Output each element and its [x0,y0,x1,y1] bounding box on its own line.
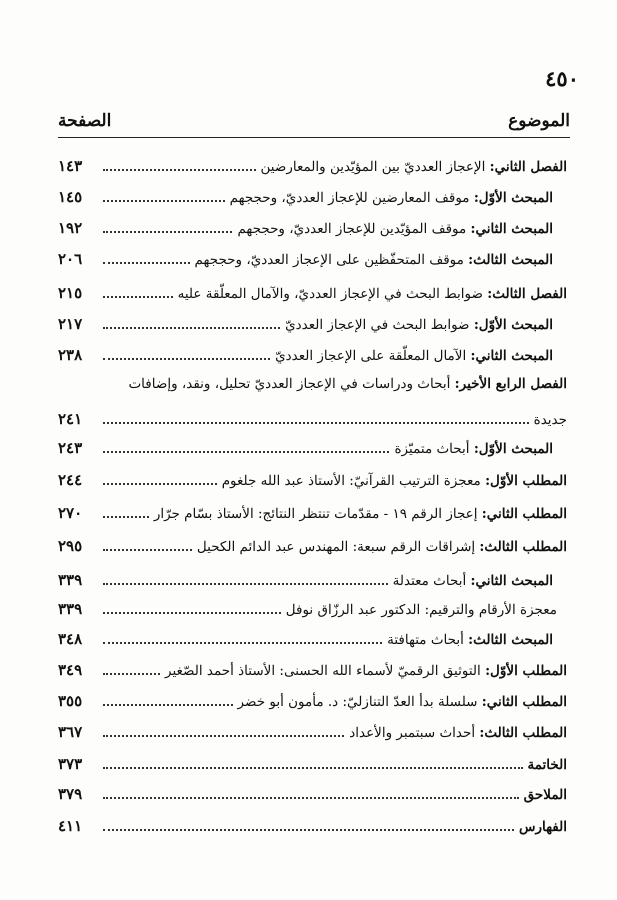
toc-page-number: ٢٤١ [58,410,83,428]
toc-entry-text: ضوابط البحث في الإعجاز العدديّ [285,317,474,333]
toc-entry[interactable] [58,178,553,206]
dot-leader [103,703,233,706]
toc-entry-heading: الفصل الرابع الأخير: [454,376,567,392]
toc-entry-title [285,317,553,333]
toc-entry-title [387,632,553,648]
toc-entry-title [286,602,557,618]
topic-column-label: الموضوع [508,111,570,131]
toc-entry-title [393,573,553,589]
toc-entry-heading: المطلب الثاني: [481,694,567,710]
toc-entry-text: موقف المعارضين للإعجاز العدديّ، وحججهم [229,190,474,206]
toc-page-number: ٢٠٦ [58,250,83,268]
toc-page-number: ٣٧٩ [58,785,83,803]
toc-entry-title [178,286,567,302]
toc-entry-heading: المبحث الثاني: [470,573,553,589]
toc-page-number: ٣٣٩ [58,600,83,618]
toc-entry[interactable] [58,561,553,589]
dot-leader [103,261,190,264]
dot-leader [103,450,389,453]
toc-entry-heading: الفصل الثاني: [489,159,567,175]
toc-entry[interactable] [58,240,553,268]
toc-page-number: ٢٣٨ [58,346,83,364]
toc-entry[interactable] [58,429,553,457]
toc-entry[interactable] [58,400,567,428]
toc-entry-heading: المبحث الثالث: [468,632,553,648]
toc-entry-text: جديدة [533,412,567,428]
toc-entry[interactable] [58,274,567,302]
toc-entry-title [524,787,567,803]
toc-entry-text: ضوابط البحث في الإعجاز العدديّ، والآمال المعلّقة عليه [177,286,488,302]
toc-entry-title [154,506,567,522]
dot-leader [103,199,225,202]
page-number: ٤٥٠ [545,66,579,91]
toc-page-number: ٣٧٣ [58,755,83,773]
toc-entry-text: معجزة الترتيب القرآنيّ: الأستاذ عبد الله جلغوم [221,473,486,489]
toc-entry-title [519,819,567,835]
toc-page-number: ٣٣٩ [58,571,83,589]
dot-leader [103,482,217,485]
toc-entry[interactable] [58,305,553,333]
toc-entry-title [197,539,567,555]
dot-leader [103,611,281,614]
dot-leader [103,672,160,675]
toc-entry-title [349,725,567,741]
toc-entry[interactable] [58,807,567,835]
toc-entry[interactable] [58,527,567,555]
toc-entry[interactable] [58,461,567,489]
toc-entry[interactable] [58,620,553,648]
toc-page-number: ٣٥٥ [58,692,83,710]
dot-leader [103,295,173,298]
toc-entry-title [261,159,568,175]
dot-leader [103,515,149,518]
dot-leader [103,548,192,551]
toc-entry[interactable] [58,147,567,175]
toc-entry-title [275,348,553,364]
toc-entry-text: أبحاث معتدلة [392,573,471,589]
toc-entry-heading: الخاتمة [527,757,567,773]
toc-entry-text: موقف المؤيّدين للإعجاز العدديّ، وحججهم [237,221,471,237]
dot-leader [103,796,519,799]
toc-entry-text: سلسلة بدأ العدّ التنازليّ: د. مأمون أبو خضر [237,694,482,710]
toc-entry-text: موقف المتحفّظين على الإعجاز العدديّ، وحججهم [194,252,469,268]
dot-leader [103,828,514,831]
toc-page-number: ١٤٣ [58,157,83,175]
toc-entry-title [394,441,553,457]
toc-entry-heading: المبحث الأوّل: [473,441,553,457]
toc-entry-title [165,663,567,679]
dot-leader [103,326,280,329]
toc-entry-text: إشراقات الرقم سبعة: المهندس عبد الدائم الكحيل [196,539,480,555]
toc-entry-heading: الملاحق [523,787,567,803]
toc-page-number: ٢١٧ [58,315,83,333]
toc-entry-heading: المطلب الثاني: [481,506,567,522]
toc-entry[interactable] [58,745,567,773]
toc-entry-heading: المطلب الأوّل: [485,473,567,489]
toc-page-number: ١٩٢ [58,219,83,237]
toc-page-number: ٢٤٣ [58,439,83,457]
toc-entry-title [230,190,553,206]
page-column-label: الصفحة [58,111,112,131]
toc-page-number: ٣٦٧ [58,723,83,741]
dot-leader [103,421,529,424]
toc-entry[interactable] [58,713,567,741]
toc-entry-text: أبحاث ودراسات في الإعجاز العدديّ تحليل، ونقد، وإضافات [128,376,455,392]
toc-entry-heading: الفصل الثالث: [487,286,567,302]
dot-leader [103,766,523,769]
dot-leader [103,230,232,233]
toc-entry-heading: المبحث الثاني: [470,221,553,237]
toc-page-number: ٣٤٨ [58,630,83,648]
toc-entry-title [534,412,567,428]
toc-page-number: ٤١١ [58,817,83,835]
toc-entry-heading: المبحث الثاني: [470,348,553,364]
toc-page-number: ٢٩٥ [58,537,83,555]
toc-entry-heading: المبحث الأوّل: [473,190,553,206]
toc-entry[interactable] [58,590,557,618]
toc-entry-text: الإعجاز العدديّ بين المؤيّدين والمعارضين [260,159,490,175]
toc-entry-text: معجزة الأرقام والترقيم: الدكتور عبد الرزّاق نوفل [285,602,557,618]
dot-leader [103,168,256,171]
toc-entry-heading: المطلب الثالث: [479,539,567,555]
toc-entry-text: التوثيق الرقميّ لأسماء الله الحسنى: الأستاذ أحمد الصّغير [165,663,486,679]
toc-entry-title [128,376,567,392]
toc-entry[interactable] [58,364,567,392]
toc-entry-heading: المبحث الأوّل: [473,317,553,333]
dot-leader [103,357,270,360]
dot-leader [103,641,382,644]
toc-entry-title [528,757,568,773]
toc-entry-title [222,473,567,489]
toc-entry[interactable] [58,494,567,522]
toc-entry-heading: المبحث الثالث: [468,252,553,268]
toc-page-number: ٢٧٠ [58,504,83,522]
toc-entry-text: أبحاث متميّزة [394,441,474,457]
toc-page-number: ٢١٥ [58,284,83,302]
toc-entry[interactable] [58,775,567,803]
toc-entry-heading: المطلب الثالث: [479,725,567,741]
toc-entry[interactable] [58,682,567,710]
toc-entry-heading: الفهارس [518,819,567,835]
toc-entry[interactable] [58,336,553,364]
toc-page-number: ٣٤٩ [58,661,83,679]
toc-entry-title [237,221,553,237]
toc-entry-text: الآمال المعلّقة على الإعجاز العدديّ [275,348,471,364]
toc-entry-text: إعجاز الرقم ١٩ - مقدّمات تنتظر النتائج: الأستاذ بسّام جرّار [153,506,482,522]
toc-page-number: ١٤٥ [58,188,83,206]
toc-entry-title [195,252,553,268]
toc-entry-text: أحداث سبتمبر والأعداد [349,725,480,741]
toc-entry-title [238,694,567,710]
dot-leader [103,582,388,585]
toc-entry-heading: المطلب الأوّل: [485,663,567,679]
toc-page-number: ٢٤٤ [58,471,83,489]
toc-entry[interactable] [58,209,553,237]
toc-entry-text: أبحاث متهافتة [387,632,469,648]
dot-leader [103,734,344,737]
toc-entry[interactable] [58,651,567,679]
